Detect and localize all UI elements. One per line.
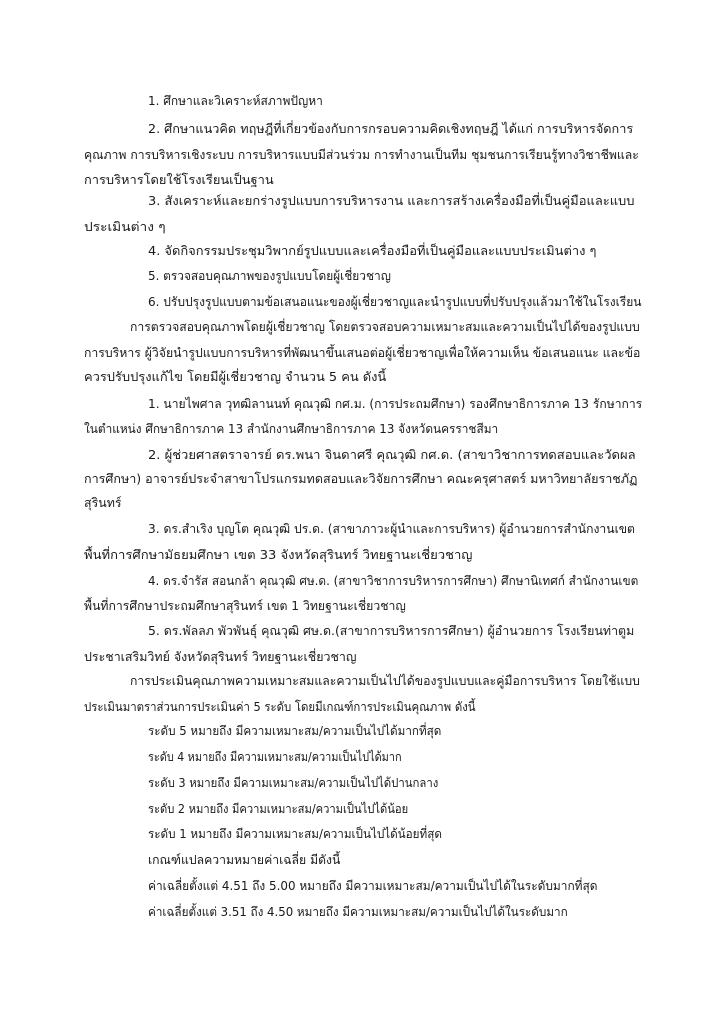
expert-2-text-cont: สุรินทร์ xyxy=(84,495,122,510)
step-2-text-cont: คุณภาพ การบริหารเชิงระบบ การบริหารแบบมีส่วนร่วม การทำงานเป็นทีม ชุมชนการเรียนรู้ทางวิชาชีพและ xyxy=(84,147,639,162)
rating-level-1: ระดับ 1 หมายถึง มีความเหมาะสม/ความเป็นไปได้น้อยที่สุด xyxy=(148,826,442,841)
rating-level-4: ระดับ 4 หมายถึง มีความเหมาะสม/ความเป็นไปได้มาก xyxy=(148,749,402,764)
step-5-text: 5. ตรวจสอบคุณภาพของรูปแบบโดยผู้เชี่ยวชาญ xyxy=(148,268,391,283)
expert-1-text: 1. นายไพศาล วุทฒิลานนท์ คุณวุฒิ กศ.ม. (การประถมศึกษา) รองศึกษาธิการภาค 13 รักษาการ xyxy=(148,396,643,411)
expert-4-text: 4. ดร.จำรัส สอนกล้า คุณวุฒิ ศษ.ด. (สาขาวิชาการบริหารการศึกษา) ศึกษานิเทศก์ สำนักงานเขต xyxy=(148,573,639,588)
expert-5-text-cont: ประชาเสริมวิทย์ จังหวัดสุรินทร์ วิทยฐานะเชี่ยวชาญ xyxy=(84,649,357,664)
expert-5-text: 5. ดร.พัลลภ พัวพันธุ์ คุณวุฒิ ศษ.ด.(สาขาการบริหารการศึกษา) ผู้อำนวยการ โรงเรียนท่าตูม xyxy=(148,623,635,638)
expert-review-paragraph-cont: การบริหาร ผู้วิจัยนำรูปแบบการบริหารที่พัฒนาขึ้นเสนอต่อผู้เชี่ยวชาญเพื่อให้ความเห็น ข้อเสนอแนะ และข้อ xyxy=(84,345,641,360)
expert-review-paragraph: การตรวจสอบคุณภาพโดยผู้เชี่ยวชาญ โดยตรวจสอบความเหมาะสมและความเป็นไปได้ของรูปแบบ xyxy=(130,319,640,334)
step-3-text: 3. สังเคราะห์และยกร่างรูปแบบการบริหารงาน และการสร้างเครื่องมือที่เป็นคู่มือและแบบ xyxy=(148,193,635,208)
expert-1-text-cont: ในตำแหน่ง ศึกษาธิการภาค 13 สำนักงานศึกษาธิการภาค 13 จังหวัดนครราชสีมา xyxy=(84,421,499,436)
expert-3-text: 3. ดร.สำเริง บุญโต คุณวุฒิ ปร.ด. (สาขาภาวะผู้นำและการบริหาร) ผู้อำนวยการสำนักงานเขต xyxy=(148,521,635,536)
step-4-text: 4. จัดกิจกรรมประชุมวิพากย์รูปแบบและเครื่องมือที่เป็นคู่มือและแบบประเมินต่าง ๆ xyxy=(148,243,597,258)
expert-review-paragraph-cont: ควรปรับปรุงแก้ไข โดยมีผู้เชี่ยวชาญ จำนวน 5 คน ดังนี้ xyxy=(84,369,387,384)
mean-criteria-heading: เกณฑ์แปลความหมายค่าเฉลี่ย มีดังนี้ xyxy=(148,852,341,867)
rating-level-2: ระดับ 2 หมายถึง มีความเหมาะสม/ความเป็นไปได้น้อย xyxy=(148,801,409,816)
mean-range-2: ค่าเฉลี่ยตั้งแต่ 3.51 ถึง 4.50 หมายถึง มีความเหมาะสม/ความเป็นไปได้ในระดับมาก xyxy=(148,904,568,919)
rating-level-3: ระดับ 3 หมายถึง มีความเหมาะสม/ความเป็นไปได้ปานกลาง xyxy=(148,775,439,790)
step-1-text: 1. ศึกษาและวิเคราะห์สภาพปัญหา xyxy=(148,93,323,108)
step-2-text: 2. ศึกษาแนวคิด ทฤษฎีที่เกี่ยวข้องกับการกรอบความคิดเชิงทฤษฎี ได้แก่ การบริหารจัดการ xyxy=(148,121,634,136)
rating-level-5: ระดับ 5 หมายถึง มีความเหมาะสม/ความเป็นไปได้มากที่สุด xyxy=(148,723,442,738)
mean-range-1: ค่าเฉลี่ยตั้งแต่ 4.51 ถึง 5.00 หมายถึง มีความเหมาะสม/ความเป็นไปได้ในระดับมากที่สุด xyxy=(148,878,598,893)
expert-2-text: 2. ผู้ช่วยศาสตราจารย์ ดร.พนา จินดาศรี คุณวุฒิ กศ.ด. (สาขาวิชาการทดสอบและวัดผล xyxy=(148,447,636,462)
evaluation-paragraph-cont: ประเมินมาตราส่วนการประเมินค่า 5 ระดับ โดยมีเกณฑ์การประเมินคุณภาพ ดังนี้ xyxy=(84,699,476,714)
step-3-text-cont: ประเมินต่าง ๆ xyxy=(84,219,166,234)
evaluation-paragraph: การประเมินคุณภาพความเหมาะสมและความเป็นไปได้ของรูปแบบและคู่มือการบริหาร โดยใช้แบบ xyxy=(130,673,640,688)
expert-3-text-cont: พื้นที่การศึกษามัธยมศึกษา เขต 33 จังหวัดสุรินทร์ วิทยฐานะเชี่ยวชาญ xyxy=(84,547,473,562)
expert-2-text-cont: การศึกษา) อาจารย์ประจำสาขาโปรแกรมทดสอบและวิจัยการศึกษา คณะครุศาสตร์ มหาวิทยาลัยราชภัฏ xyxy=(84,471,638,486)
step-6-text: 6. ปรับปรุงรูปแบบตามข้อเสนอแนะของผู้เชี่ยวชาญและนำรูปแบบที่ปรับปรุงแล้วมาใช้ในโรงเรียน xyxy=(148,294,642,309)
expert-4-text-cont: พื้นที่การศึกษาประถมศึกษาสุรินทร์ เขต 1 วิทยฐานะเชี่ยวชาญ xyxy=(84,598,406,613)
step-2-text-cont: การบริหารโดยใช้โรงเรียนเป็นฐาน xyxy=(84,172,274,187)
